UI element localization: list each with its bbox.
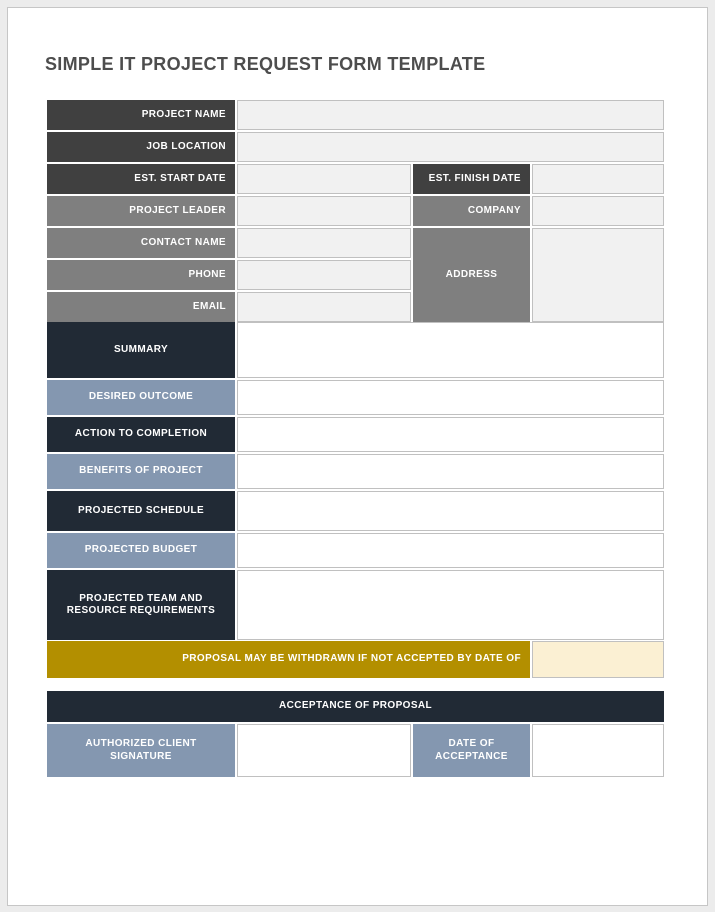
company-label: COMPANY	[413, 196, 530, 226]
projected-budget-label: PROJECTED BUDGET	[47, 533, 235, 568]
job-location-label: JOB LOCATION	[47, 132, 235, 162]
est-start-date-field[interactable]	[237, 164, 411, 194]
projected-team-field[interactable]	[237, 570, 664, 640]
contact-info-table	[47, 100, 664, 322]
action-to-completion-label: ACTION TO COMPLETION	[47, 417, 235, 452]
address-field[interactable]	[532, 228, 664, 322]
desired-outcome-label: DESIRED OUTCOME	[47, 380, 235, 415]
authorized-client-signature-field[interactable]	[237, 724, 411, 777]
authorized-client-signature-label: AUTHORIZED CLIENT SIGNATURE	[47, 724, 235, 777]
withdrawal-date-field[interactable]	[532, 641, 664, 678]
contact-name-label: CONTACT NAME	[47, 228, 235, 258]
action-to-completion-field[interactable]	[237, 417, 664, 452]
email-label: EMAIL	[47, 292, 235, 322]
est-start-date-label: EST. START DATE	[47, 164, 235, 194]
desired-outcome-field[interactable]	[237, 380, 664, 415]
projected-schedule-label: PROJECTED SCHEDULE	[47, 491, 235, 531]
withdrawal-label: PROPOSAL MAY BE WITHDRAWN IF NOT ACCEPTED BY DATE OF	[47, 641, 530, 678]
project-name-field[interactable]	[237, 100, 664, 130]
phone-field[interactable]	[237, 260, 411, 290]
project-leader-label: PROJECT LEADER	[47, 196, 235, 226]
project-details-table	[47, 322, 664, 640]
page-title: SIMPLE IT PROJECT REQUEST FORM TEMPLATE	[45, 54, 486, 74]
benefits-of-project-field[interactable]	[237, 454, 664, 489]
summary-label: SUMMARY	[47, 322, 235, 378]
acceptance-table	[47, 691, 664, 777]
acceptance-header: ACCEPTANCE OF PROPOSAL	[47, 691, 664, 722]
projected-budget-field[interactable]	[237, 533, 664, 568]
date-of-acceptance-field[interactable]	[532, 724, 664, 777]
date-of-acceptance-label: DATE OF ACCEPTANCE	[413, 724, 530, 777]
contact-name-field[interactable]	[237, 228, 411, 258]
company-field[interactable]	[532, 196, 664, 226]
projected-schedule-field[interactable]	[237, 491, 664, 531]
project-name-label: PROJECT NAME	[47, 100, 235, 130]
est-finish-date-label: EST. FINISH DATE	[413, 164, 530, 194]
projected-team-label: PROJECTED TEAM AND RESOURCE REQUIREMENTS	[47, 570, 235, 640]
job-location-field[interactable]	[237, 132, 664, 162]
withdrawal-row	[47, 641, 664, 678]
email-field[interactable]	[237, 292, 411, 322]
address-label: ADDRESS	[413, 228, 530, 322]
document-page	[7, 7, 708, 906]
phone-label: PHONE	[47, 260, 235, 290]
benefits-of-project-label: BENEFITS OF PROJECT	[47, 454, 235, 489]
est-finish-date-field[interactable]	[532, 164, 664, 194]
summary-field[interactable]	[237, 322, 664, 378]
project-leader-field[interactable]	[237, 196, 411, 226]
